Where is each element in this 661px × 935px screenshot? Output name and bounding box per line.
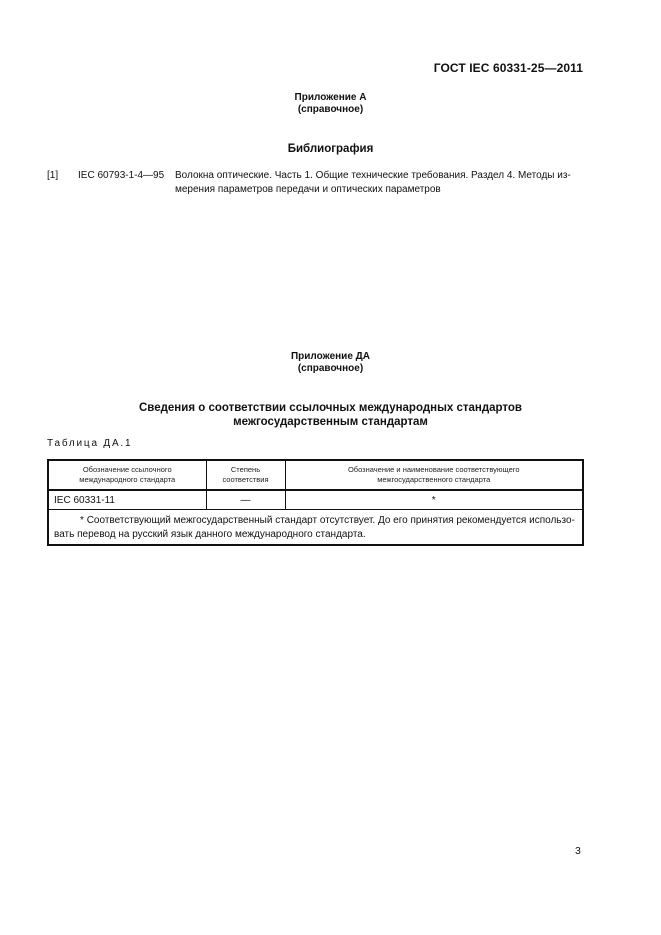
appendix-a-title: Приложение А (294, 92, 367, 103)
cell-designation: IEC 60331-11 (48, 490, 206, 510)
correspondence-heading-line2: межгосударственным стандартам (233, 416, 428, 428)
bibliography-entry-reference: IEC 60793-1-4—95 (78, 170, 165, 181)
footnote-marker: * (80, 515, 84, 526)
bibliography-heading: Библиография (287, 143, 374, 155)
appendix-a-status: (справочное) (297, 104, 364, 115)
footnote-text-line2: вать перевод на русский язык данного международного стандарта. (54, 528, 366, 540)
appendix-da-status: (справочное) (297, 363, 364, 374)
page-number: 3 (575, 845, 581, 857)
document-header-code: ГОСТ IEC 60331-25—2011 (433, 61, 583, 75)
appendix-da-title: Приложение ДА (290, 351, 371, 362)
table-footnote (48, 510, 583, 546)
bibliography-entry-text-line1: Волокна оптические. Часть 1. Общие технические требования. Раздел 4. Методы из- (175, 170, 571, 181)
correspondence-table (47, 459, 584, 546)
table-caption: Таблица ДА.1 (47, 438, 133, 449)
header-degree: Степень соответствия (206, 460, 285, 490)
table-footnote-row (48, 510, 583, 546)
correspondence-heading-line1: Сведения о соответствии ссылочных международных стандартов (138, 402, 522, 414)
footnote-text-line1: Соответствующий межгосударственный стандарт отсутствует. До его принятия рекомендуется использо- (86, 515, 575, 526)
bibliography-entry-number: [1] (47, 170, 59, 181)
bibliography-entry-text-line2: мерения параметров передачи и оптических параметров (175, 183, 441, 195)
table-row (48, 490, 583, 510)
header-interstate-standard: Обозначение и наименование соответствующего межгосударственного стандарта (285, 460, 583, 490)
cell-interstate-standard: * (285, 490, 583, 510)
header-designation: Обозначение ссылочного международного стандарта (48, 460, 206, 490)
correspondence-heading (0, 401, 661, 429)
cell-degree: — (206, 490, 285, 510)
table-header-row (48, 460, 583, 490)
